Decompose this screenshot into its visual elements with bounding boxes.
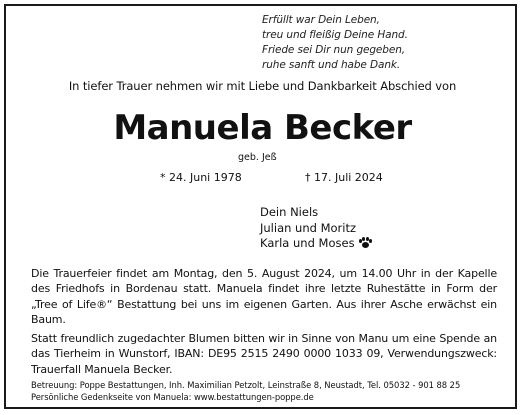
intro-text: In tiefer Trauer nehmen wir mit Liebe und Dankbarkeit Abschied von	[68, 79, 457, 93]
poem-line: Friede sei Dir nun gegeben,	[262, 44, 406, 56]
poem-line: ruhe sanft und habe Dank.	[262, 59, 401, 71]
footer-undertaker: Betreuung: Poppe Bestattungen, Inh. Maximilian Petzolt, Leinstraße 8, Neustadt, Tel. 05032 - 901 88 25	[31, 380, 461, 390]
mourner: Dein Niels	[260, 205, 319, 219]
death-date: † 17. Juli 2024	[305, 171, 383, 184]
poem	[262, 13, 408, 73]
mourner: Karla und Moses	[260, 236, 355, 250]
footer-memorial-page: Persönliche Gedenkseite von Manuela: www.bestattungen-poppe.de	[31, 392, 314, 402]
birth-name: geb. Jeß	[238, 152, 277, 163]
donation-paragraph: Statt freundlich zugedachter Blumen bitten wir in Sinne von Manu um eine Spende an das Tierheim in Wunstorf, IBAN: DE95 2515 2490 0000 1033 09, Verwendungszweck: Trauerfall Manuela Becker.	[31, 332, 497, 376]
mourners-list	[260, 205, 372, 252]
deceased-name: Manuela Becker	[113, 108, 412, 148]
paw-print-icon	[359, 237, 372, 248]
birth-date: * 24. Juni 1978	[160, 171, 242, 184]
mourner: Julian und Moritz	[260, 220, 357, 235]
funeral-info-paragraph: Die Trauerfeier findet am Montag, den 5. August 2024, um 14.00 Uhr in der Kapelle des Friedhofs in Bordenau statt. Manuela findet ihre letzte Ruhestätte in Form der „Tree of Life®“ Bestattung bei uns im eigenen Garten. Aus ihrer Asche erwächst ein Baum.	[31, 267, 497, 326]
poem-line: Erfüllt war Dein Leben,	[262, 14, 380, 26]
poem-line: treu und fleißig Deine Hand.	[262, 29, 408, 41]
mourner-with-pet	[260, 236, 372, 252]
